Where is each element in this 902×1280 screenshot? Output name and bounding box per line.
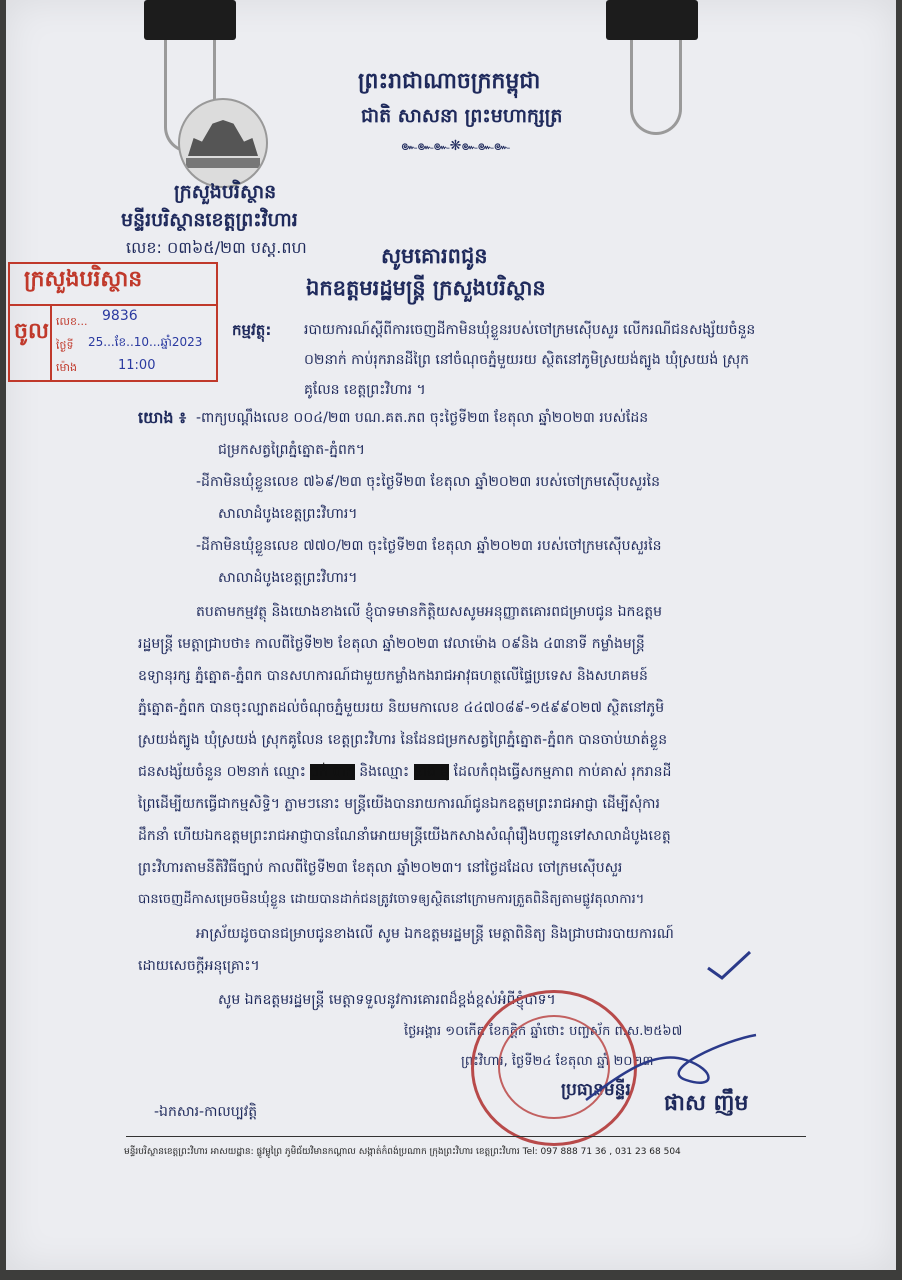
paragraph-1-line-3: ឧទ្យានុរក្ស ភ្នំត្នោត-ភ្នំពក បានសហការណ៍ជាមួយកម្លាំងកងរាជអាវុធហត្ថលើផ្ទៃប្រទេស និងសហគមន៍	[138, 668, 648, 684]
signatory-title: ប្រធានមន្ទីរ	[561, 1080, 631, 1100]
paragraph-1-line-6-mid: និងឈ្មោះ	[359, 764, 410, 780]
binder-clip-right	[606, 0, 698, 140]
reference-label: យោង ៖	[138, 408, 187, 427]
redacted-name-1: ចក់ បាក	[310, 764, 355, 780]
redacted-name-2: នាង មុ	[413, 764, 450, 780]
header-ornament: ๛๛๛❋๛๛๛	[401, 138, 510, 154]
signatory-name: ផាស ញឹម	[664, 1091, 749, 1116]
reference-number: លេខ: ០៣៦៥/២៣ បស្ត.ពហ	[126, 238, 307, 257]
subject-line-3: គូលែន ខេត្តព្រះវិហារ ។	[304, 382, 426, 398]
subject-line-2: ០២នាក់ កាប់រុករានដីព្រៃ នៅចំណុចភ្នំមួយរយ ស្ថិតនៅភូមិស្រយង់ត្បូង ឃុំស្រយង់ ស្រុក	[304, 352, 750, 368]
stamp-no-label: លេខ...	[56, 315, 88, 328]
stamp-date-value: 25...ខែ..10...ឆ្នាំ2023	[88, 335, 203, 349]
paragraph-1-line-4: ភ្នំត្នោត-ភ្នំពក បានចុះល្បាតដល់ចំណុចភ្នំមួយរយ និយមកាលេខ ៤៤៧០៨៩-១៥៩៩០២៧ ស្ថិតនៅភូមិ	[138, 700, 665, 716]
department-name: មន្ទីរបរិស្ថានខេត្តព្រះវិហារ	[121, 209, 298, 231]
paragraph-1-line-6	[138, 760, 671, 784]
footer-address: មន្ទីរបរិស្ថានខេត្តព្រះវិហារ អាសយដ្ឋាន: ផ្លូវម្លូព្រៃ ភូមិជ័យវិមានកណ្តាល សង្កាត់កំពង់ប្រណាក ក្រុងព្រះវិហារ ខេត្តព្រះវិហារ Tel: 097 888 71 36 , 031 23 68 504	[124, 1147, 681, 1157]
paragraph-2-line-1: អាស្រ័យដូចបានជម្រាបជូនខាងលើ សូម ឯកឧត្តមរដ្ឋមន្ត្រី មេត្តាពិនិត្យ និងជ្រាបជារបាយការណ៍	[196, 926, 674, 942]
paragraph-1-line-9: ព្រះវិហារតាមនីតិវិធីច្បាប់ កាលពីថ្ងៃទី២៣ ខែតុលា ឆ្នាំ២០២៣។ នៅថ្ងៃដដែល ចៅក្រមស៊ើបសួរ	[138, 860, 623, 876]
reference-2a: -ដីកាមិនឃុំខ្លួនលេខ ៧៦៩/២៣ ចុះថ្ងៃទី២៣ ខែតុលា ឆ្នាំ២០២៣ របស់ចៅក្រមស៊ើបសួរនៃ	[196, 474, 660, 490]
reference-1b: ជម្រកសត្វព្រៃភ្នំត្នោត-ភ្នំពក។	[218, 442, 366, 458]
reference-1a: -ពាក្យបណ្តឹងលេខ ០០៤/២៣ បណ.គត.ភព ចុះថ្ងៃទី២៣ ខែតុលា ឆ្នាំ២០២៣ របស់ដែន	[196, 410, 649, 426]
reference-2b: សាលាដំបូងខេត្តព្រះវិហារ។	[218, 506, 358, 522]
paragraph-1-line-1: តបតាមកម្មវត្ថុ និងយោងខាងលើ ខ្ញុំបាទមានកិត្តិយសសូមអនុញ្ញាតគោរពជម្រាបជូន ឯកឧត្តម	[196, 604, 663, 620]
subject-line-1: របាយការណ៍ស្តីពីការចេញដីកាមិនឃុំខ្លួនរបស់ចៅក្រមស៊ើបសួរ លើករណីជនសង្ស័យចំនួន	[304, 322, 756, 338]
stamp-no-value: 9836	[102, 308, 138, 324]
ministry-emblem	[178, 98, 268, 188]
reference-3a: -ដីកាមិនឃុំខ្លួនលេខ ៧៧០/២៣ ចុះថ្ងៃទី២៣ ខែតុលា ឆ្នាំ២០២៣ របស់ចៅក្រមស៊ើបសួរនៃ	[196, 538, 662, 554]
lunar-date: ថ្ងៃអង្គារ ១០កើត ខែកត្តិក ឆ្នាំថោះ បញ្ចស័ក ព.ស.២៥៦៧	[404, 1024, 683, 1039]
paragraph-1-line-2: រដ្ឋមន្ត្រី មេត្តាជ្រាបថា៖ កាលពីថ្ងៃទី២២ ខែតុលា ឆ្នាំ២០២៣ វេលាម៉ោង ០៩និង ៤៣នាទី កម្លាំងមន្ត្រី	[138, 636, 645, 652]
paragraph-1-line-7: ព្រៃដើម្បីយកធ្វើជាកម្មសិទ្ធិ។ ភ្លាមៗនោះ មន្ត្រីយើងបានរាយការណ៍ជូនឯកឧត្តមព្រះរាជអាជ្ញា ដើម្បីសុំការ	[138, 796, 660, 812]
national-motto: ជាតិ សាសនា ព្រះមហាក្សត្រ	[361, 105, 563, 127]
footer-divider	[126, 1136, 806, 1137]
paragraph-1-line-6-start: ជនសង្ស័យចំនួន ០២នាក់ ឈ្មោះ	[138, 764, 306, 780]
salutation-line-1: សូមគោរពជូន	[381, 244, 488, 268]
paragraph-2-line-2: ដោយសេចក្តីអនុគ្រោះ។	[138, 958, 260, 974]
stamp-time-value: 11:00	[118, 358, 156, 373]
place-date: ព្រះវិហារ, ថ្ងៃទី២៤ ខែតុលា ឆ្នាំ ២០២៣	[461, 1054, 654, 1069]
reference-3b: សាលាដំបូងខេត្តព្រះវិហារ។	[218, 570, 358, 586]
kingdom-title: ព្រះរាជាណាចក្រកម្ពុជា	[358, 69, 541, 94]
checkmark-icon	[704, 948, 754, 984]
paragraph-1-line-8: ដឹកនាំ ហើយឯកឧត្តមព្រះរាជអាជ្ញាបានណែនាំអោយមន្ត្រីយើងកសាងសំណុំរឿងបញ្ជូនទៅសាលាដំបូងខេត្ត	[138, 828, 671, 844]
document-page	[6, 0, 896, 1270]
received-stamp	[8, 262, 218, 382]
archive-note: -ឯកសារ-កាលប្បវត្តិ	[154, 1104, 258, 1120]
closing-line: សូម ឯកឧត្តមរដ្ឋមន្ត្រី មេត្តាទទួលនូវការគោរពដ៏ខ្ពង់ខ្ពស់អំពីខ្ញុំបាទ។	[218, 992, 556, 1008]
paragraph-1-line-10: បានចេញដីកាសម្រេចមិនឃុំខ្លួន ដោយបានដាក់ជនត្រូវចោទឲ្យស្ថិតនៅក្រោមការត្រួតពិនិត្យតាមផ្លូវតុលាការ។	[138, 892, 645, 907]
stamp-time-label: ម៉ោង	[56, 361, 77, 374]
paragraph-1-line-5: ស្រយង់ត្បូង ឃុំស្រយង់ ស្រុកគូលែន ខេត្តព្រះវិហារ នៃដែនជម្រកសត្វព្រៃភ្នំត្នោត-ភ្នំពក បានចាប់ឃាត់ខ្លួន	[138, 732, 668, 748]
stamp-title: ក្រសួងបរិស្ថាន	[24, 267, 143, 292]
stamp-side-label: ចូល	[14, 319, 49, 344]
salutation-line-2: ឯកឧត្តមរដ្ឋមន្ត្រី ក្រសួងបរិស្ថាន	[306, 276, 546, 300]
subject-label: កម្មវត្ថុ:	[232, 321, 272, 339]
paragraph-1-line-6-end: ដែលកំពុងធ្វើសកម្មភាព កាប់គាស់ រុករានដី	[453, 764, 672, 780]
stamp-date-label: ថ្ងៃទី	[56, 339, 74, 352]
ministry-name: ក្រសួងបរិស្ថាន	[174, 181, 277, 203]
